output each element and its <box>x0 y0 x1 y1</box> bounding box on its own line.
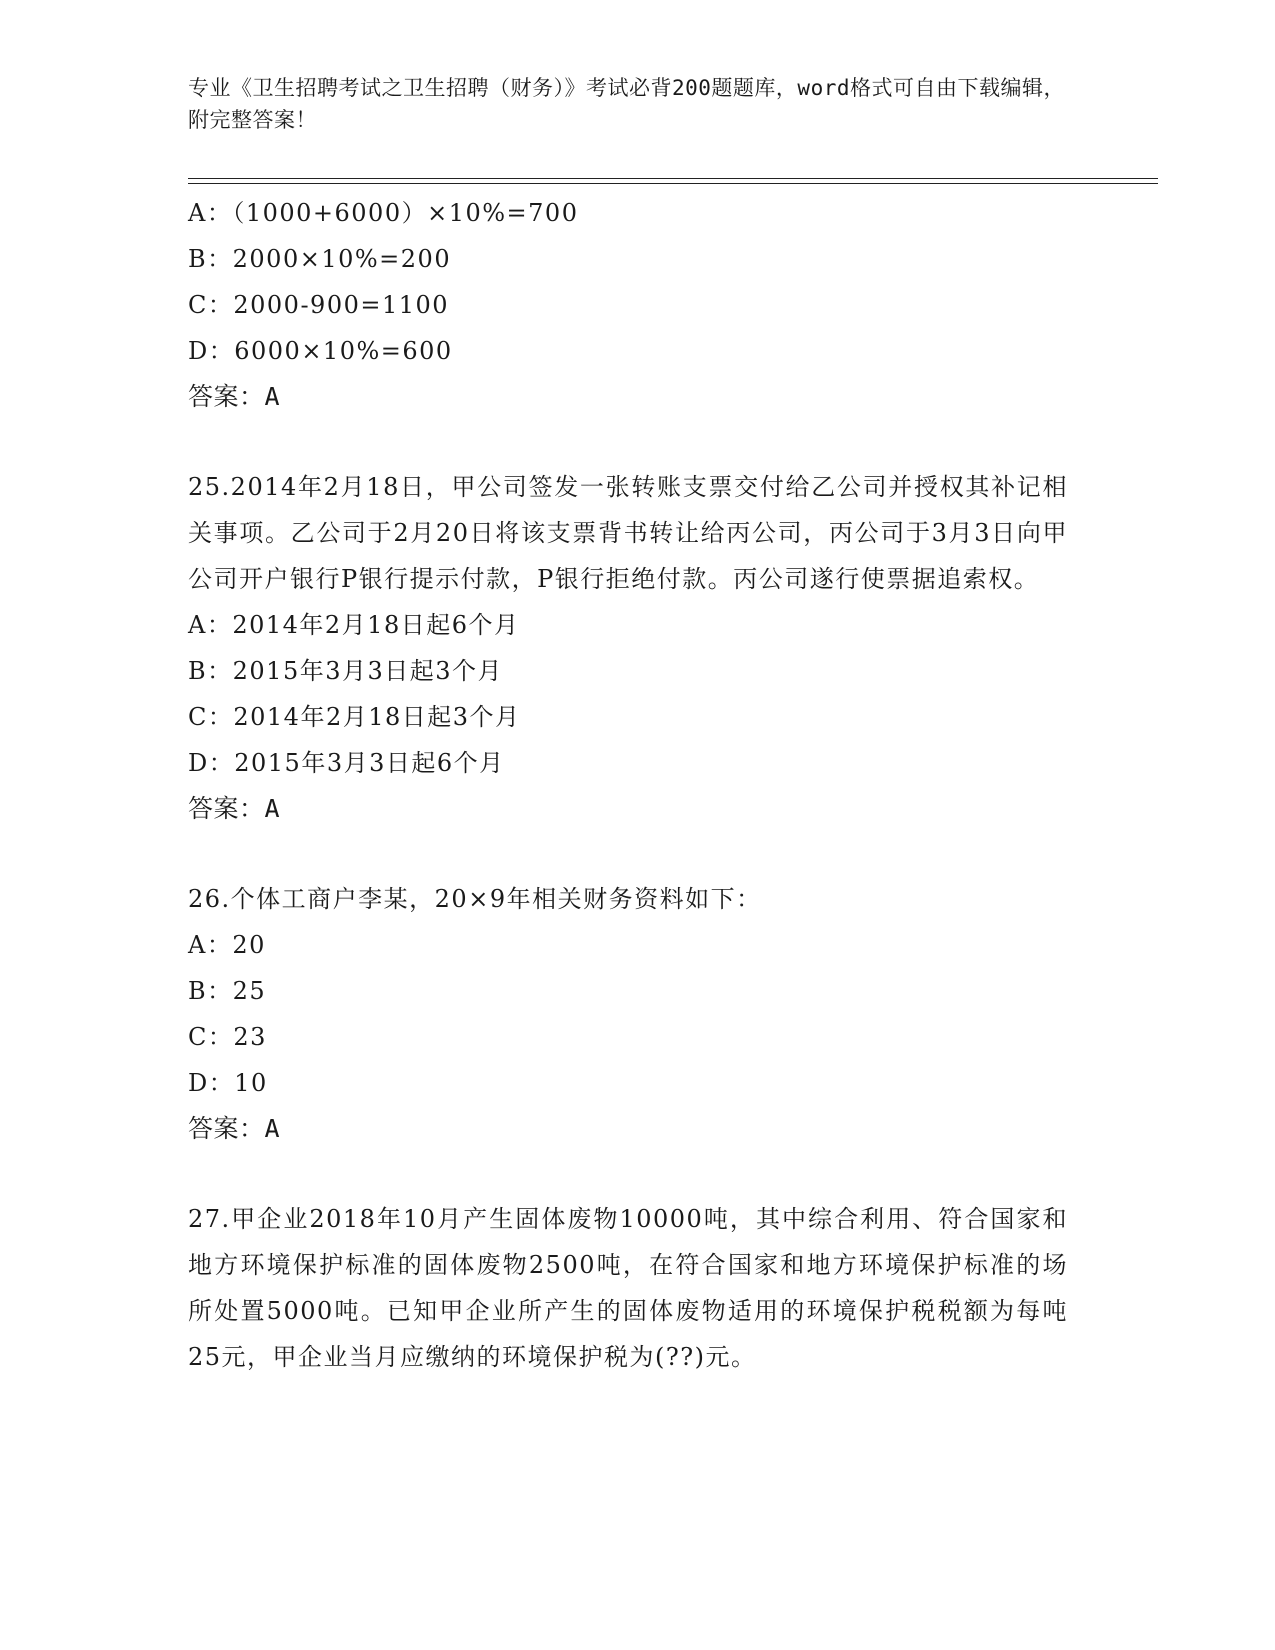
option-a: A：（1000+6000）×10%=700 <box>188 199 579 227</box>
document-header: 专业《卫生招聘考试之卫生招聘（财务）》考试必背200题题库，word格式可自由下载编辑，附完整答案！ <box>188 76 1065 132</box>
option-a: A：2014年2月18日起6个月 <box>188 611 520 639</box>
option-d: D：6000×10%=600 <box>188 337 453 365</box>
option-d: D：10 <box>188 1069 268 1097</box>
question-26 <box>188 876 1068 1152</box>
header-divider-bottom <box>188 183 1158 184</box>
question-stem: 27.甲企业2018年10月产生固体废物10000吨，其中综合利用、符合国家和地方环境保护标准的固体废物2500吨，在符合国家和地方环境保护标准的场所处置5000吨。已知甲企业所产生的固体废物适用的环境保护税税额为每吨25元，甲企业当月应缴纳的环境保护税为(??)元。 <box>188 1205 1068 1371</box>
question-content <box>188 190 1068 1380</box>
answer-label: 答案：A <box>188 1114 281 1143</box>
option-a: A：20 <box>188 931 266 959</box>
option-c: C：23 <box>188 1023 267 1051</box>
question-25 <box>188 464 1068 832</box>
option-c: C：2014年2月18日起3个月 <box>188 703 521 731</box>
answer-label: 答案：A <box>188 794 281 823</box>
question-stem: 25.2014年2月18日，甲公司签发一张转账支票交付给乙公司并授权其补记相关事项。乙公司于2月20日将该支票背书转让给丙公司，丙公司于3月3日向甲公司开户银行P银行提示付款，P银行拒绝付款。丙公司遂行使票据追索权。 <box>188 473 1068 593</box>
answer-label: 答案：A <box>188 382 281 411</box>
header-divider-top <box>188 178 1158 179</box>
question-27 <box>188 1196 1068 1380</box>
option-c: C：2000-900=1100 <box>188 291 450 319</box>
option-b: B：2015年3月3日起3个月 <box>188 657 504 685</box>
question-24 <box>188 190 1068 420</box>
option-b: B：2000×10%=200 <box>188 245 452 273</box>
question-stem: 26.个体工商户李某，20×9年相关财务资料如下： <box>188 885 762 913</box>
option-d: D：2015年3月3日起6个月 <box>188 749 505 777</box>
option-b: B：25 <box>188 977 267 1005</box>
